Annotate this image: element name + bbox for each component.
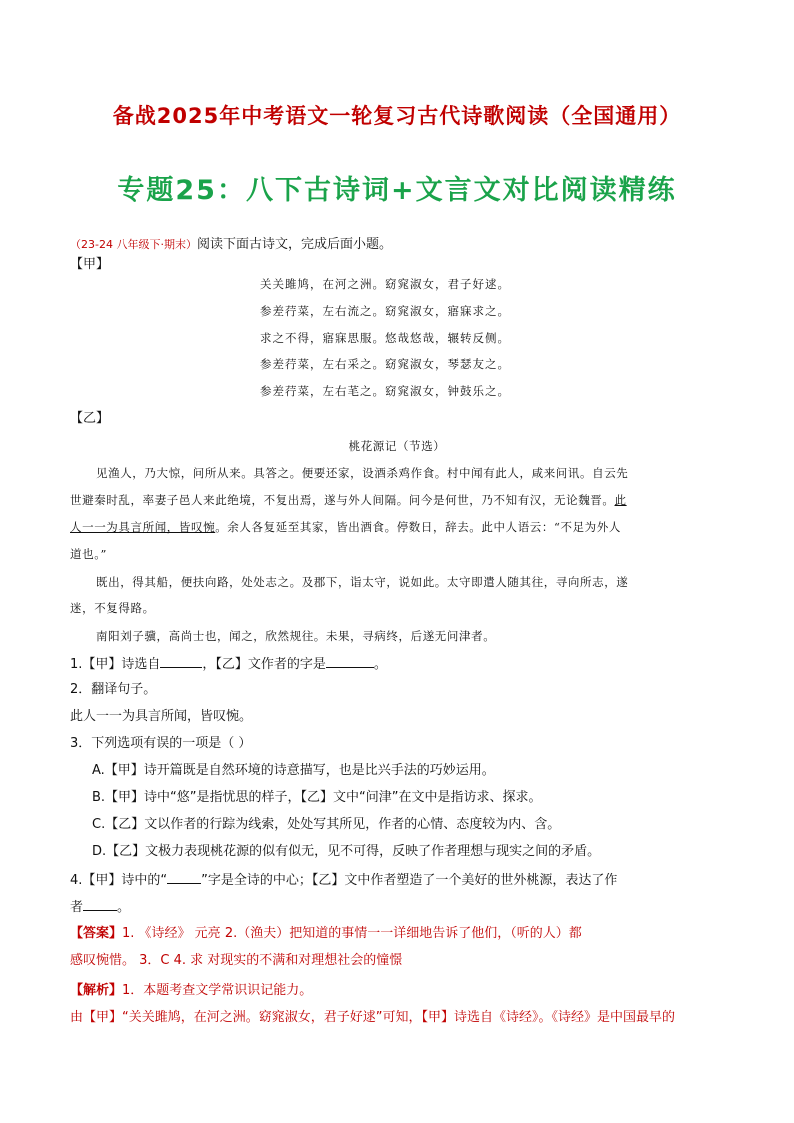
prose-line: 迷，不复得路。 <box>70 601 155 615</box>
question-text: 。 <box>373 657 387 672</box>
question-text: 。 <box>117 900 131 915</box>
prose-line <box>70 519 621 535</box>
answer-label: 【答案】 <box>70 926 123 941</box>
answer-line: 感叹惋惜。 3．C 4. 求 对现实的不满和对理想社会的憧憬 <box>70 953 403 968</box>
poem-line: 关关雎鸠，在河之洲。窈窕淑女，君子好逑。 <box>260 277 510 291</box>
underlined-sentence: 人一一为具言所闻，皆叹惋 <box>70 520 216 534</box>
intro-line <box>70 236 392 254</box>
answer-blank[interactable] <box>83 898 117 911</box>
question-4-cont <box>70 898 130 917</box>
option-b: B.【甲】诗中“悠”是指忧思的样子，【乙】文中“问津”在文中是指访求、探求。 <box>92 790 542 805</box>
answer-blank[interactable] <box>160 655 202 668</box>
question-text: ”字是全诗的中心；【乙】文中作者塑造了一个美好的世外桃源，表达了作 <box>201 873 618 888</box>
prose-text: 。余人各复延至其家，皆出酒食。停数日，辞去。此中人语云：“不足为外人 <box>215 520 621 534</box>
analysis-line <box>70 982 312 1000</box>
question-text: 1.【甲】诗选自 <box>70 657 161 672</box>
prose-line: 道也。” <box>70 547 108 561</box>
prose-line: 见渔人，乃大惊，问所从来。具答之。便要还家，设酒杀鸡作食。村中闻有此人，咸来问讯。自云先 <box>96 466 629 480</box>
poem-line: 参差荇菜，左右采之。窈窕淑女，琴瑟友之。 <box>260 357 510 371</box>
question-2-sentence: 此人一一为具言所闻，皆叹惋。 <box>70 709 253 724</box>
analysis-label: 【解析】 <box>70 983 123 998</box>
document-subtitle: 专题25：八下古诗词+文言文对比阅读精练 <box>117 175 677 206</box>
option-c: C.【乙】文以作者的行踪为线索，处处写其所见，作者的心情、态度较为内、含。 <box>92 817 561 832</box>
yi-label: 【乙】 <box>70 411 110 426</box>
analysis-text: 1．本题考查文学常识识记能力。 <box>122 983 313 998</box>
prose-line <box>70 492 627 508</box>
prose-text: 世避秦时乱，率妻子邑人来此绝境，不复出焉，遂与外人间隔。问今是何世，乃不知有汉，无论魏晋。 <box>70 493 615 507</box>
answer-blank[interactable] <box>326 655 374 668</box>
poem-line: 参差荇菜，左右流之。窈窕淑女，寤寐求之。 <box>260 304 510 318</box>
question-source: （23-24 八年级下·期末） <box>70 238 197 251</box>
intro-text: 阅读下面古诗文，完成后面小题。 <box>196 237 392 252</box>
question-1 <box>70 655 387 674</box>
poem-line: 参差荇菜，左右芼之。窈窕淑女，钟鼓乐之。 <box>260 384 510 398</box>
question-text: 4.【甲】诗中的“ <box>70 873 168 888</box>
document-title: 备战2025年中考语文一轮复习古代诗歌阅读（全国通用） <box>112 104 682 128</box>
answer-text: 1. 《诗经》 元亮 2.（渔夫）把知道的事情一一详细地告诉了他们，（听的人）都 <box>122 926 582 941</box>
option-d: D.【乙】文极力表现桃花源的似有似无，见不可得，反映了作者理想与现实之间的矛盾。 <box>92 844 601 859</box>
poem-line: 求之不得，寤寐思服。悠哉悠哉，辗转反侧。 <box>260 331 510 345</box>
question-2: 2．翻译句子。 <box>70 682 157 697</box>
underlined-sentence: 此 <box>614 493 627 507</box>
jia-label: 【甲】 <box>70 257 110 272</box>
analysis-line: 由【甲】“关关雎鸠，在河之洲。窈窕淑女，君子好逑”可知，【甲】诗选自《诗经》。《诗经》是中国最早的 <box>70 1010 675 1025</box>
prose-line: 南阳刘子骥，高尚士也，闻之，欣然规往。未果，寻病终，后遂无问津者。 <box>96 629 496 643</box>
question-4 <box>70 871 617 890</box>
question-3: 3．下列选项有误的一项是（ ） <box>70 736 252 751</box>
question-text: ，【乙】文作者的字是 <box>202 657 326 672</box>
prose-line: 既出，得其船，便扶向路，处处志之。及郡下，诣太守，说如此。太守即遣人随其往，寻向所志，遂 <box>96 575 629 589</box>
question-text: 者 <box>70 900 84 915</box>
prose-title: 桃花源记（节选） <box>348 439 446 453</box>
option-a: A.【甲】诗开篇既是自然环境的诗意描写，也是比兴手法的巧妙运用。 <box>92 763 495 778</box>
answer-blank[interactable] <box>167 871 201 884</box>
answer-line <box>70 925 582 943</box>
